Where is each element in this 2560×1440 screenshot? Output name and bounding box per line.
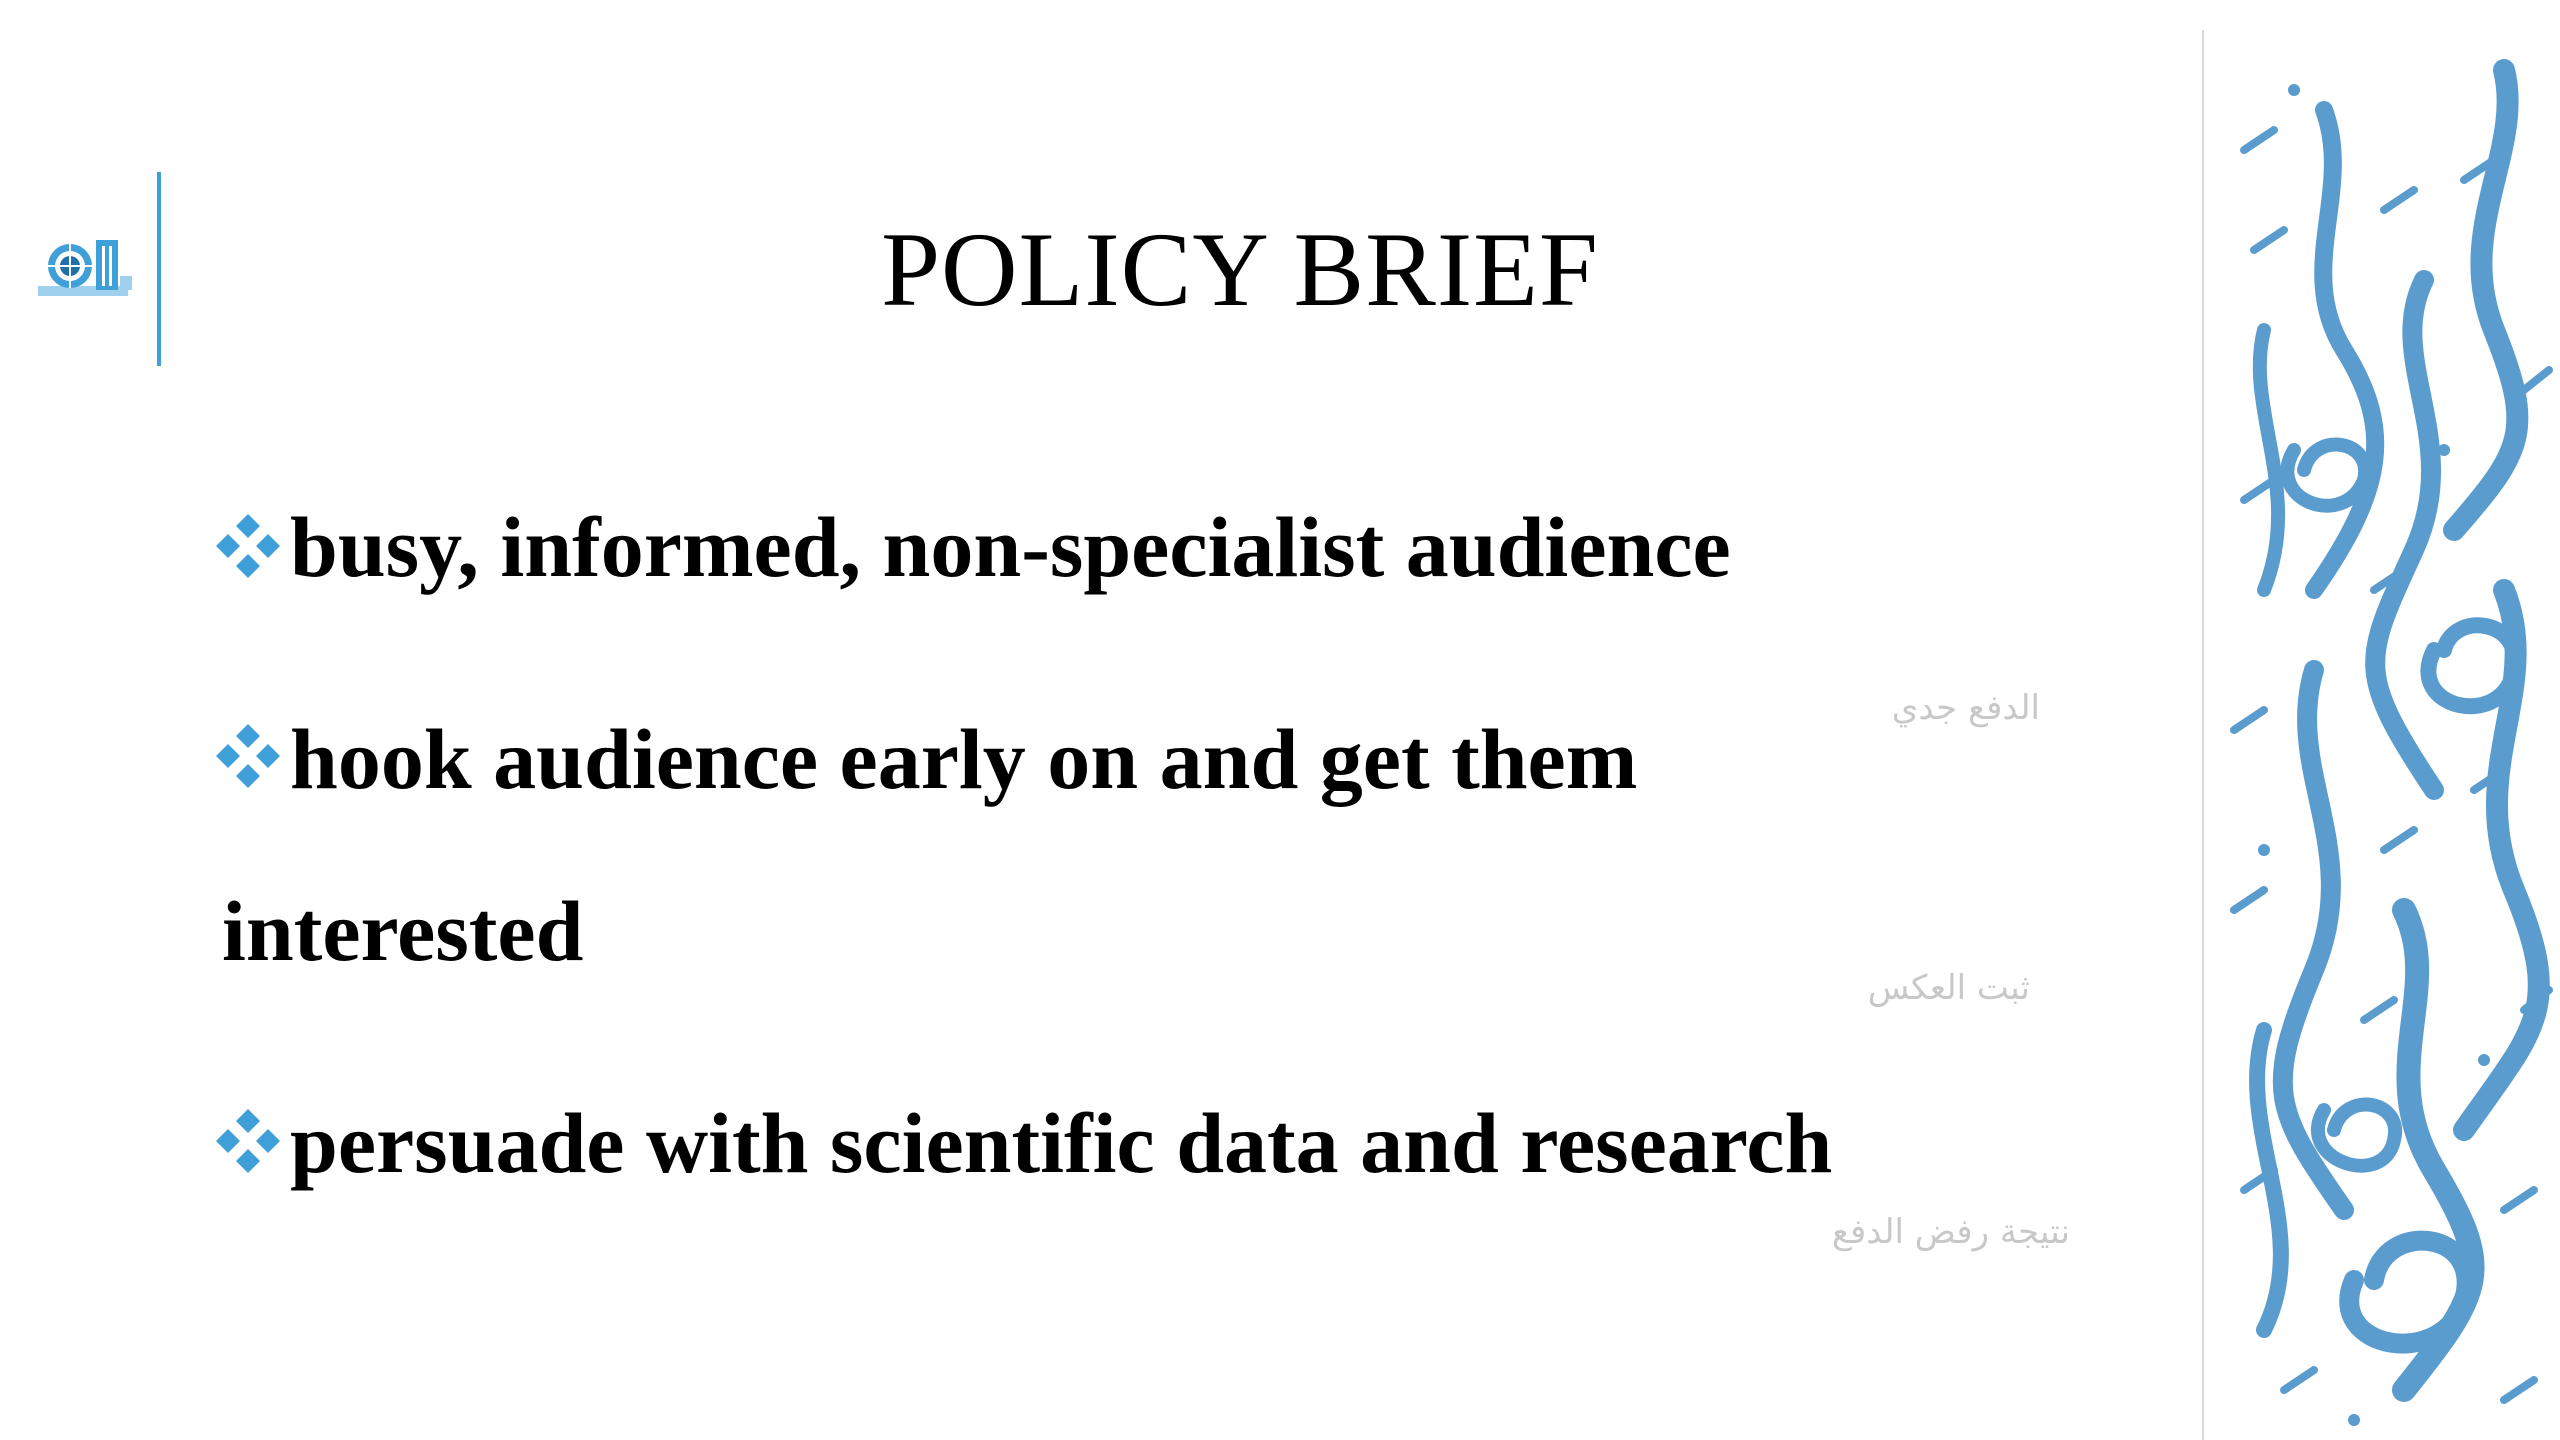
bullet-text-2: hook audience early on and get them xyxy=(290,711,1638,807)
arabic-calligraphy-pattern-icon xyxy=(2204,30,2560,1440)
annotation-1: الدفع جدي xyxy=(1891,688,2040,728)
four-diamond-bullet-icon xyxy=(212,1105,284,1177)
logo-divider xyxy=(157,172,161,366)
four-diamond-bullet-icon xyxy=(212,720,284,792)
university-logo-icon xyxy=(34,232,134,306)
four-diamond-bullet-icon xyxy=(212,510,284,582)
annotation-2: ثبت العكس xyxy=(1867,968,2030,1008)
bullet-text-1: busy, informed, non-specialist audience xyxy=(290,499,1731,595)
slide-title: POLICY BRIEF xyxy=(881,211,1599,328)
annotation-3: نتيجة رفض الدفع xyxy=(1831,1212,2070,1252)
bullet-text-2-continuation: interested xyxy=(222,883,584,979)
bullet-text-3: persuade with scientific data and research xyxy=(290,1095,1833,1191)
